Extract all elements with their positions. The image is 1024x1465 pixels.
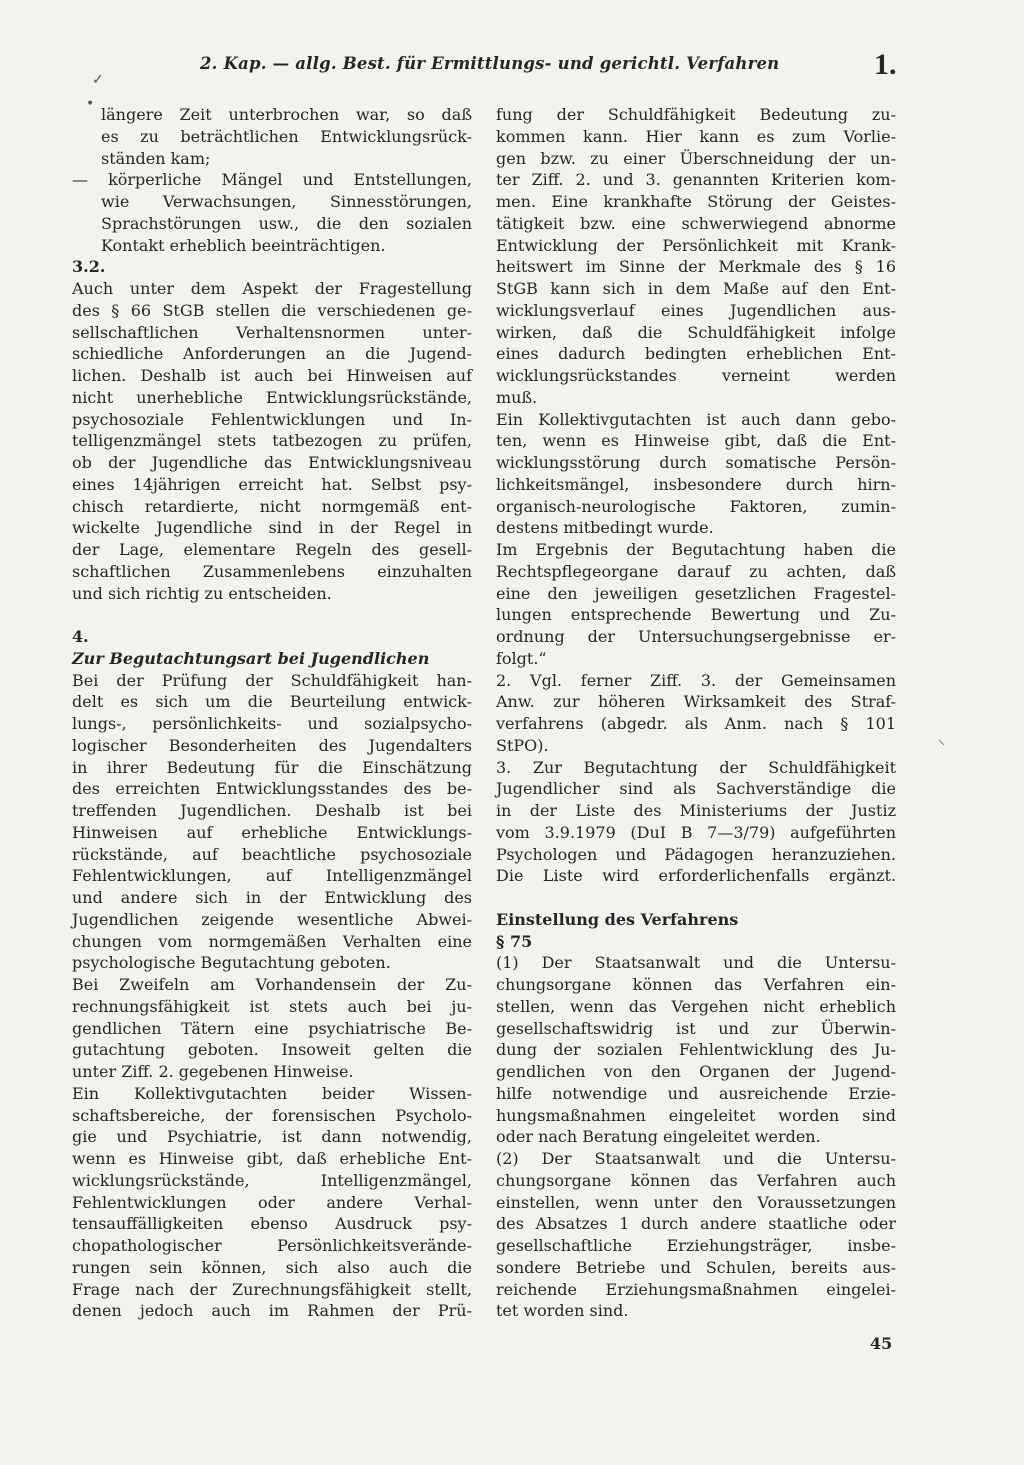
text-line: in der Liste des Ministeriums der Justiz: [496, 801, 896, 820]
text-line: ter Ziff. 2. und 3. genannten Kriterien kom-: [496, 170, 896, 190]
text-line: eine den jeweiligen gesetzlichen Fragestel-: [496, 583, 896, 603]
text-line: logischer Besonderheiten des Jugendalters: [72, 735, 472, 755]
text-line: stellen, wenn das Vergehen nicht erheblich: [496, 996, 896, 1016]
text-line: ordnung der Untersuchungsergebnisse er-: [496, 627, 896, 646]
text-line: (2) Der Staatsanwalt und die Untersu-: [496, 1149, 896, 1168]
text-line: Im Ergebnis der Begutachtung haben die: [496, 540, 896, 559]
text-line: Hinweisen auf erhebliche Entwicklungs-: [72, 822, 472, 842]
text-line: wicklungsstörung durch somatische Persön-: [496, 453, 896, 472]
text-line: ob der Jugendliche das Entwicklungsniveau: [72, 453, 472, 472]
paragraph-gap: [72, 604, 472, 626]
text-line: lichen. Deshalb ist auch bei Hinweisen auf: [72, 366, 472, 385]
text-line: schaftsbereiche, der forensischen Psycholo-: [72, 1105, 472, 1125]
text-line: Fehlentwicklungen oder andere Verhal-: [72, 1192, 472, 1212]
text-line: gesellschaftliche Erziehungsträger, insbe-: [496, 1236, 896, 1255]
text-line: Ein Kollektivgutachten ist auch dann gebo-: [496, 409, 896, 429]
text-line: eines 14jährigen erreicht hat. Selbst psy-: [72, 474, 472, 494]
text-line: schiedliche Anforderungen an die Jugend-: [72, 344, 472, 364]
text-line: wickelte Jugendliche sind in der Regel in: [72, 518, 472, 538]
text-line: Sprachstörungen usw., die den sozialen: [101, 213, 472, 233]
text-line: — körperliche Mängel und Entstellungen,: [72, 170, 472, 190]
text-line: des Absatzes 1 durch andere staatliche oder: [496, 1214, 896, 1234]
text-line: wirken, daß die Schuldfähigkeit infolge: [496, 322, 896, 342]
text-line: Zur Begutachtungsart bei Jugendlichen: [72, 648, 430, 668]
text-line: StGB kann sich in dem Maße auf den Ent-: [496, 279, 896, 298]
text-line: psychologische Begutachtung geboten.: [72, 953, 391, 973]
text-line: oder nach Beratung eingeleitet werden.: [496, 1127, 821, 1147]
text-line: (1) Der Staatsanwalt und die Untersu-: [496, 953, 896, 973]
text-line: lichkeitsmängel, insbesondere durch hirn-: [496, 474, 896, 494]
text-line: wicklungsrückstandes verneint werden: [496, 366, 896, 385]
text-line: gendlichen Tätern eine psychiatrische Be-: [72, 1018, 472, 1038]
text-line: Entwicklung der Persönlichkeit mit Krank-: [496, 235, 896, 255]
text-line: Einstellung des Verfahrens: [496, 909, 739, 929]
margin-dot-mark: •: [86, 96, 95, 112]
text-line: muß.: [496, 387, 538, 407]
text-line: es zu beträchtlichen Entwicklungsrück-: [101, 126, 472, 146]
text-line: der Lage, elementare Regeln des gesell-: [72, 540, 472, 559]
text-line: unter Ziff. 2. gegebenen Hinweise.: [72, 1062, 354, 1081]
text-line: 4.: [72, 627, 89, 646]
text-line: denen jedoch auch im Rahmen der Prü-: [72, 1301, 472, 1321]
text-line: chopathologischer Persönlichkeitsverände-: [72, 1236, 472, 1255]
text-line: hungsmaßnahmen eingeleitet worden sind: [496, 1105, 896, 1125]
left-text-column: [72, 104, 472, 1322]
text-line: Psychologen und Pädagogen heranzuziehen.: [496, 844, 896, 864]
text-line: ständen kam;: [101, 148, 211, 168]
text-line: Ein Kollektivgutachten beider Wissen-: [72, 1083, 472, 1103]
text-line: einstellen, wenn unter den Voraussetzungen: [496, 1192, 896, 1212]
text-line: des erreichten Entwicklungsstandes des be-: [72, 779, 472, 799]
text-line: kommen kann. Hier kann es zum Vorlie-: [496, 126, 896, 146]
text-line: dung der sozialen Fehlentwicklung des Ju-: [496, 1040, 896, 1060]
text-line: men. Eine krankhafte Störung der Geistes-: [496, 192, 896, 211]
text-line: wicklungsverlauf eines Jugendlichen aus-: [496, 300, 896, 320]
margin-tick-mark: ✓: [92, 72, 104, 88]
margin-scan-mark: ⸜: [938, 732, 945, 748]
text-line: Die Liste wird erforderlichenfalls ergänzt.: [496, 866, 896, 886]
text-line: gutachtung geboten. Insoweit gelten die: [72, 1040, 472, 1060]
text-line: 3.2.: [72, 257, 106, 277]
text-line: Bei der Prüfung der Schuldfähigkeit han-: [72, 670, 472, 690]
text-line: chisch retardierte, nicht normgemäß ent-: [72, 496, 472, 516]
text-line: vom 3.9.1979 (DuI B 7—3/79) aufgeführten: [496, 822, 896, 842]
running-header: 2. Kap. — allg. Best. für Ermittlungs- und gerichtl. Verfahren: [200, 54, 780, 73]
text-line: gen bzw. zu einer Überschneidung der un-: [496, 148, 896, 168]
text-line: des § 66 StGB stellen die verschiedenen ge-: [72, 300, 472, 320]
text-line: gesellschaftswidrig ist und zur Überwin-: [496, 1018, 896, 1038]
paragraph-gap: [496, 887, 896, 909]
text-line: Fehlentwicklungen, auf Intelligenzmängel: [72, 866, 472, 886]
text-line: wie Verwachsungen, Sinnesstörungen,: [101, 192, 472, 211]
text-line: rechnungsfähigkeit ist stets auch bei ju-: [72, 996, 472, 1016]
text-line: delt es sich um die Beurteilung entwick-: [72, 692, 472, 712]
text-line: rückstände, auf beachtliche psychosoziale: [72, 844, 472, 864]
page-number: 45: [870, 1334, 893, 1353]
text-line: folgt.“: [496, 648, 547, 668]
text-line: destens mitbedingt wurde.: [496, 518, 714, 538]
text-line: längere Zeit unterbrochen war, so daß: [101, 105, 472, 124]
text-line: tet worden sind.: [496, 1301, 629, 1321]
text-line: Rechtspflegeorgane darauf zu achten, daß: [496, 561, 896, 581]
text-line: nicht unerhebliche Entwicklungsrückstände,: [72, 387, 472, 407]
text-line: telligenzmängel stets tatbezogen zu prüfen,: [72, 431, 472, 451]
text-line: organisch-neurologische Faktoren, zumin-: [496, 496, 896, 516]
text-line: in ihrer Bedeutung für die Einschätzung: [72, 757, 472, 777]
text-line: Jugendlicher sind als Sachverständige die: [496, 779, 896, 799]
text-line: heitswert im Sinne der Merkmale des § 16: [496, 257, 896, 277]
text-line: gendlichen von den Organen der Jugend-: [496, 1062, 896, 1081]
text-line: chungsorgane können das Verfahren ein-: [496, 975, 896, 994]
text-line: Auch unter dem Aspekt der Fragestellung: [72, 279, 472, 298]
text-line: chungen vom normgemäßen Verhalten eine: [72, 931, 472, 951]
text-line: lungs-, persönlichkeits- und sozialpsycho-: [72, 714, 472, 733]
text-line: eines dadurch bedingten erheblichen Ent-: [496, 344, 896, 364]
text-line: sondere Betriebe und Schulen, bereits aus-: [496, 1257, 896, 1277]
text-line: fung der Schuldfähigkeit Bedeutung zu-: [496, 105, 896, 124]
text-line: wicklungsrückstände, Intelligenzmängel,: [72, 1170, 472, 1190]
text-line: gie und Psychiatrie, ist dann notwendig,: [72, 1127, 472, 1147]
text-line: psychosoziale Fehlentwicklungen und In-: [72, 409, 472, 429]
chapter-number: 1.: [874, 48, 897, 81]
text-line: hilfe notwendige und ausreichende Erzie-: [496, 1083, 896, 1103]
text-line: § 75: [496, 931, 533, 951]
text-line: Anw. zur höheren Wirksamkeit des Straf-: [496, 692, 896, 712]
text-line: sellschaftlichen Verhaltensnormen unter-: [72, 322, 472, 342]
text-line: schaftlichen Zusammenlebens einzuhalten: [72, 561, 472, 581]
text-line: lungen entsprechende Bewertung und Zu-: [496, 605, 896, 625]
right-text-column: [496, 104, 896, 1322]
text-line: ten, wenn es Hinweise gibt, daß die Ent-: [496, 431, 896, 451]
text-line: tensauffälligkeiten ebenso Ausdruck psy-: [72, 1214, 472, 1234]
text-line: reichende Erziehungsmaßnahmen eingelei-: [496, 1279, 896, 1299]
text-line: treffenden Jugendlichen. Deshalb ist bei: [72, 801, 472, 820]
text-line: und andere sich in der Entwicklung des: [72, 888, 472, 907]
text-line: wenn es Hinweise gibt, daß erhebliche Ent-: [72, 1149, 472, 1168]
text-line: chungsorgane können das Verfahren auch: [496, 1170, 896, 1190]
text-line: 2. Vgl. ferner Ziff. 3. der Gemeinsamen: [496, 670, 896, 690]
text-line: verfahrens (abgedr. als Anm. nach § 101: [496, 714, 896, 733]
text-line: rungen sein können, sich also auch die: [72, 1257, 472, 1277]
text-line: tätigkeit bzw. eine schwerwiegend abnorme: [496, 213, 896, 233]
text-line: Bei Zweifeln am Vorhandensein der Zu-: [72, 975, 472, 994]
text-line: Kontakt erheblich beeinträchtigen.: [101, 235, 386, 255]
text-line: 3. Zur Begutachtung der Schuldfähigkeit: [496, 757, 896, 777]
text-line: StPO).: [496, 735, 549, 755]
text-line: und sich richtig zu entscheiden.: [72, 583, 332, 603]
text-line: Frage nach der Zurechnungsfähigkeit stellt,: [72, 1279, 472, 1299]
text-line: Jugendlichen zeigende wesentliche Abwei-: [72, 909, 472, 929]
